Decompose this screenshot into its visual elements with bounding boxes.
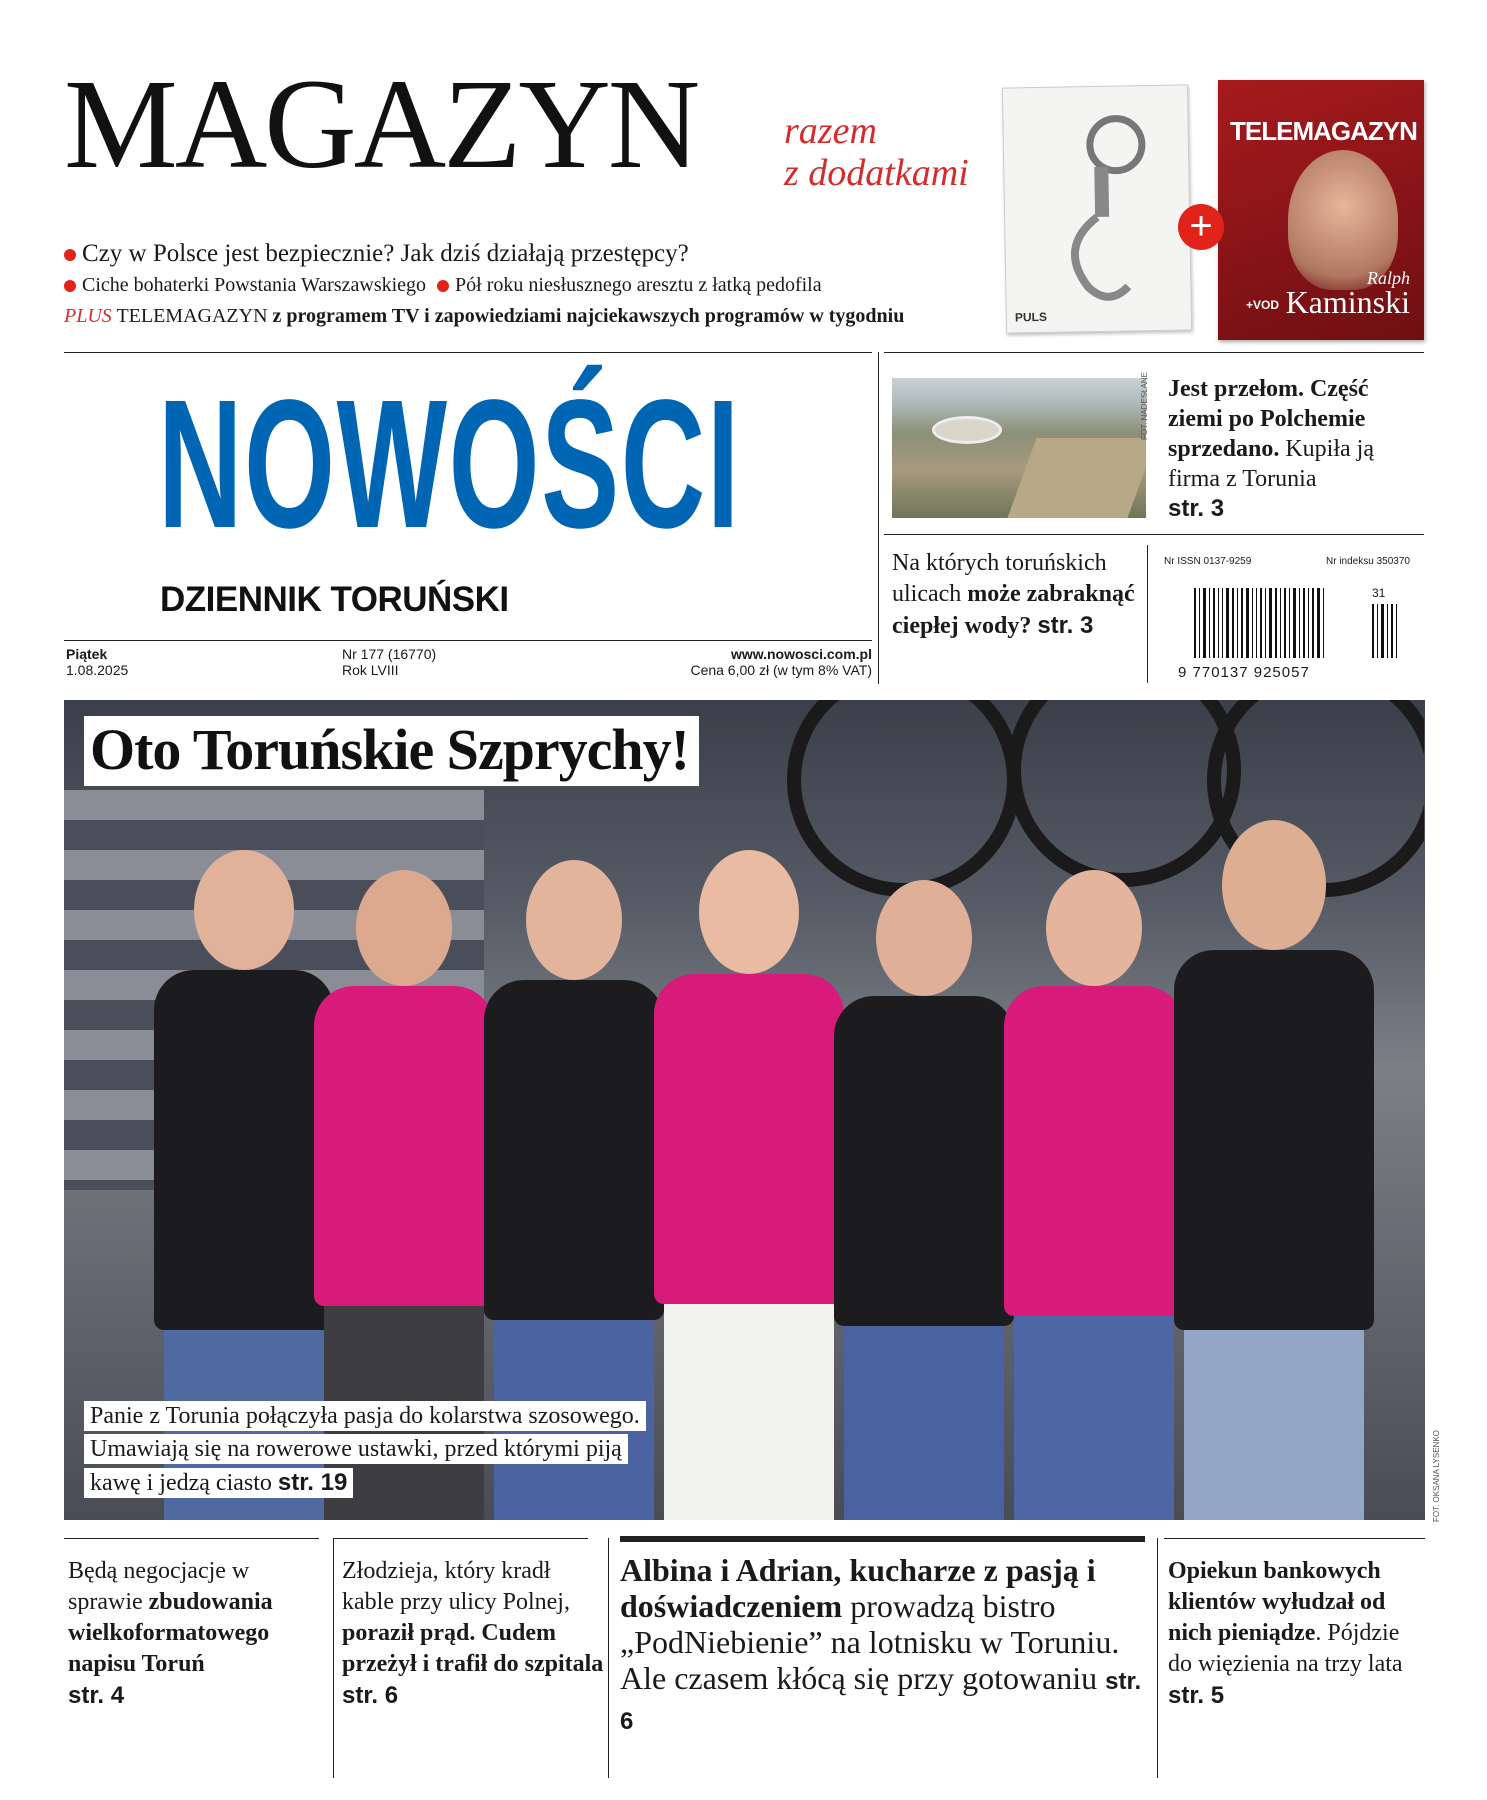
teaser-2[interactable]: Ciche bohaterki Powstania Warszawskiego Pół roku niesłusznego aresztu z łatką pedofila xyxy=(64,270,984,300)
caption-text: Panie z Torunia połączyła pasja do kolarstwa szosowego. Umawiają się na rowerowe ustawki, przed którymi piją kawę i jedzą ciasto xyxy=(90,1403,640,1496)
plus-label: PLUS xyxy=(64,305,112,327)
field-shape xyxy=(1007,438,1146,518)
bullet-icon xyxy=(64,249,76,261)
story-bistro-normal: prowadzą bistro „PodNiebienie” na lotnisku w Toruniu. Ale czasem kłócą się przy gotowaniu xyxy=(620,1588,1120,1696)
info-rule xyxy=(64,640,872,641)
water-story-bold: może zabraknąć ciepłej wody? xyxy=(892,581,1135,639)
issue-number xyxy=(342,646,436,678)
magazine-teasers xyxy=(64,238,984,332)
issue: Nr 177 (16770) xyxy=(342,646,437,662)
nowosci-logo[interactable]: NOWOŚCI xyxy=(158,361,741,566)
person-7 xyxy=(1174,820,1374,1520)
puls-cover[interactable] xyxy=(1002,84,1192,333)
story-bistro-ref: str. 6 xyxy=(620,1668,1142,1735)
story-thief-normal: Złodzieja, który kradł kable przy ulicy Polnej, xyxy=(342,1558,570,1615)
story-bank-ref: str. 5 xyxy=(1168,1682,1225,1709)
bullet-icon xyxy=(437,280,449,292)
year: Rok LVIII xyxy=(342,662,399,678)
issue-price xyxy=(690,646,872,678)
story-thief-bold: poraził prąd. Cudem przeżył i trafił do szpitala xyxy=(342,1620,604,1677)
story-torun-sign-normal: Będą negocjacje w sprawie xyxy=(68,1558,250,1615)
story-bistro[interactable] xyxy=(620,1552,1156,1740)
person-6 xyxy=(1004,870,1184,1520)
barcode xyxy=(1194,588,1327,658)
header-rule-right xyxy=(884,352,1424,353)
story-rule xyxy=(884,534,1424,535)
barcode-divider xyxy=(1147,545,1148,683)
photo-caption[interactable] xyxy=(84,1400,644,1500)
water-story[interactable] xyxy=(892,548,1142,642)
top-story[interactable] xyxy=(1168,374,1428,524)
masthead-subtitle: DZIENNIK TORUŃSKI xyxy=(160,580,509,619)
top-story-ref: str. 3 xyxy=(1168,495,1225,522)
story-thief[interactable] xyxy=(342,1556,604,1711)
date: 1.08.2025 xyxy=(66,662,129,678)
website-link[interactable]: www.nowosci.com.pl xyxy=(730,646,872,662)
story-thief-ref: str. 6 xyxy=(342,1682,399,1709)
story-torun-sign-bold: zbudowania wielkoformatowego napisu Toruń xyxy=(68,1589,273,1677)
barcode-number: 9 770137 925057 xyxy=(1178,664,1310,681)
bottom-rule-1 xyxy=(64,1538,319,1539)
issn: Nr ISSN 0137-9259 xyxy=(1164,556,1252,567)
story-bank-normal: Pójdzie do więzienia na trzy lata xyxy=(1168,1620,1403,1677)
plus-icon: + xyxy=(1178,204,1224,250)
barcode-addon xyxy=(1372,604,1400,658)
main-photo[interactable] xyxy=(64,700,1425,1520)
puls-brand: PULS xyxy=(1014,309,1048,325)
day: Piątek xyxy=(66,646,108,662)
water-story-ref: str. 3 xyxy=(1037,612,1094,639)
plus-desc: z programem TV i zapowiedziami najciekawszych programów w tygodniu xyxy=(272,305,905,327)
issue-date xyxy=(66,646,128,678)
person-4 xyxy=(654,850,844,1520)
telemagazyn-title: TELEMAGAZYN xyxy=(1230,116,1417,146)
vod-badge: +VOD xyxy=(1246,298,1280,312)
bottom-rule-3 xyxy=(620,1536,1145,1542)
story-torun-sign-ref: str. 4 xyxy=(68,1682,125,1709)
main-photo-credit: FOT. OKSANA LYSENKO xyxy=(1432,1430,1441,1522)
tagline-line2: z dodatkami xyxy=(784,152,969,194)
caption-ref: str. 19 xyxy=(277,1469,348,1496)
cover-name-top: Ralph xyxy=(1367,268,1410,288)
plus-teaser[interactable] xyxy=(64,300,984,332)
top-story-normal: Kupiła ją firma z Torunia xyxy=(1168,436,1374,492)
story-bank-bold: Opiekun bankowych klientów wyłudzał od nich pieniądze xyxy=(1168,1558,1386,1646)
telemagazyn-cover[interactable] xyxy=(1218,80,1424,340)
magazine-title: MAGAZYN xyxy=(64,53,698,195)
stadium-shape xyxy=(932,416,1002,444)
story-bistro-bold: Albina i Adrian, kucharze z pasją i doświadczeniem xyxy=(620,1552,1096,1624)
aerial-photo-credit: FOT. NADESŁANE xyxy=(1140,371,1149,440)
bottom-divider-1 xyxy=(333,1538,334,1778)
story-bank[interactable]: Opiekun bankowych klientów wyłudzał od nich pieniądze. Pójdzie do więzienia na trzy lata str. 5 xyxy=(1168,1558,1403,1709)
aerial-photo[interactable] xyxy=(892,378,1146,518)
top-story-bold: Jest przełom. Część ziemi po Polchemie sprzedano. xyxy=(1168,376,1369,462)
magazine-tagline xyxy=(784,110,969,194)
column-divider xyxy=(878,352,879,684)
bottom-rule-2 xyxy=(333,1538,588,1539)
cover-name: Kaminski xyxy=(1285,284,1410,320)
bottom-rule-4 xyxy=(1164,1538,1425,1539)
teaser-1[interactable]: Czy w Polsce jest bezpiecznie? Jak dziś działają przestępcy? xyxy=(64,238,984,270)
bottom-divider-2 xyxy=(608,1538,609,1778)
bullet-icon xyxy=(64,280,76,292)
barcode-addon-number: 31 xyxy=(1372,586,1386,600)
price: Cena 6,00 zł (w tym 8% VAT) xyxy=(690,662,872,678)
header-rule xyxy=(64,352,872,353)
story-torun-sign[interactable] xyxy=(68,1556,328,1711)
index-number: Nr indeksu 350370 xyxy=(1326,556,1410,567)
bottom-divider-3 xyxy=(1157,1538,1158,1778)
handcuffs-icon xyxy=(1003,105,1192,308)
person-5 xyxy=(834,880,1014,1520)
main-headline[interactable]: Oto Toruńskie Szprychy! xyxy=(84,716,699,786)
water-story-normal: Na których toruńskich ulicach xyxy=(892,550,1107,607)
plus-name: TELEMAGAZYN xyxy=(116,305,268,327)
tagline-line1: razem xyxy=(784,110,877,152)
